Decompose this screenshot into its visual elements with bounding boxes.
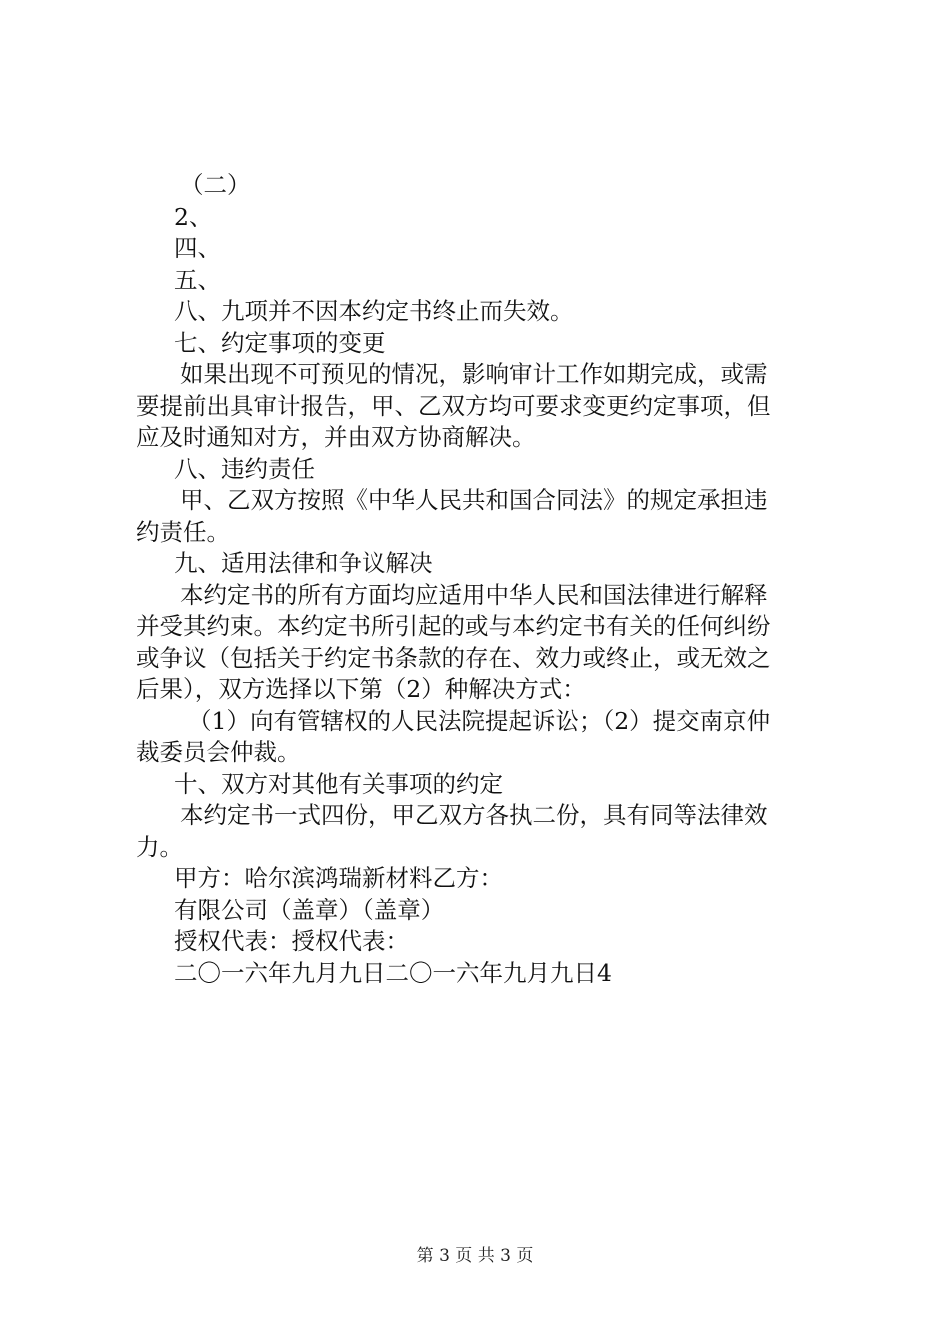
date-line: 二〇一六年九月九日二〇一六年九月九日4 bbox=[174, 958, 612, 987]
signature-line: 有限公司（盖章）（盖章） bbox=[174, 895, 445, 924]
signature-line: 授权代表：授权代表： bbox=[174, 927, 409, 955]
text-line: 力。 bbox=[136, 832, 183, 861]
text-line: 2、 bbox=[174, 202, 213, 231]
page-number-footer: 第 3 页 共 3 页 bbox=[416, 1246, 534, 1266]
signature-line: 甲方：哈尔滨鸿瑞新材料乙方： bbox=[174, 864, 503, 892]
document-body bbox=[136, 170, 836, 989]
text-line: 要提前出具审计报告，甲、乙双方均可要求变更约定事项，但 bbox=[136, 391, 771, 420]
text-line: 并受其约束。本约定书所引起的或与本约定书有关的任何纠纷 bbox=[136, 612, 771, 640]
text-line: 五、 bbox=[174, 265, 221, 294]
text-line: 四、 bbox=[174, 234, 221, 262]
text-line: 裁委员会仲裁。 bbox=[136, 738, 301, 766]
text-line: 约责任。 bbox=[136, 517, 230, 546]
text-line: 甲、乙双方按照《中华人民共和国合同法》的规定承担违 bbox=[180, 486, 768, 514]
text-line: 应及时通知对方，并由双方协商解决。 bbox=[136, 423, 536, 451]
section-heading: 七、约定事项的变更 bbox=[174, 328, 386, 357]
text-line: 后果），双方选择以下第（2）种解决方式： bbox=[136, 675, 586, 703]
text-line: （二） bbox=[180, 171, 251, 199]
text-line: 本约定书一式四份，甲乙双方各执二份，具有同等法律效 bbox=[180, 801, 768, 829]
text-line: 或争议（包括关于约定书条款的存在、效力或终止，或无效之 bbox=[136, 643, 771, 672]
section-heading: 八、违约责任 bbox=[174, 454, 315, 483]
text-line: 如果出现不可预见的情况，影响审计工作如期完成，或需 bbox=[180, 360, 768, 388]
text-line: （1）向有管辖权的人民法院提起诉讼；（2）提交南京仲 bbox=[188, 706, 771, 735]
section-heading: 九、适用法律和争议解决 bbox=[174, 549, 433, 577]
section-heading: 十、双方对其他有关事项的约定 bbox=[174, 769, 503, 798]
text-line: 八、九项并不因本约定书终止而失效。 bbox=[174, 297, 574, 325]
text-line: 本约定书的所有方面均应适用中华人民和国法律进行解释 bbox=[180, 580, 768, 609]
